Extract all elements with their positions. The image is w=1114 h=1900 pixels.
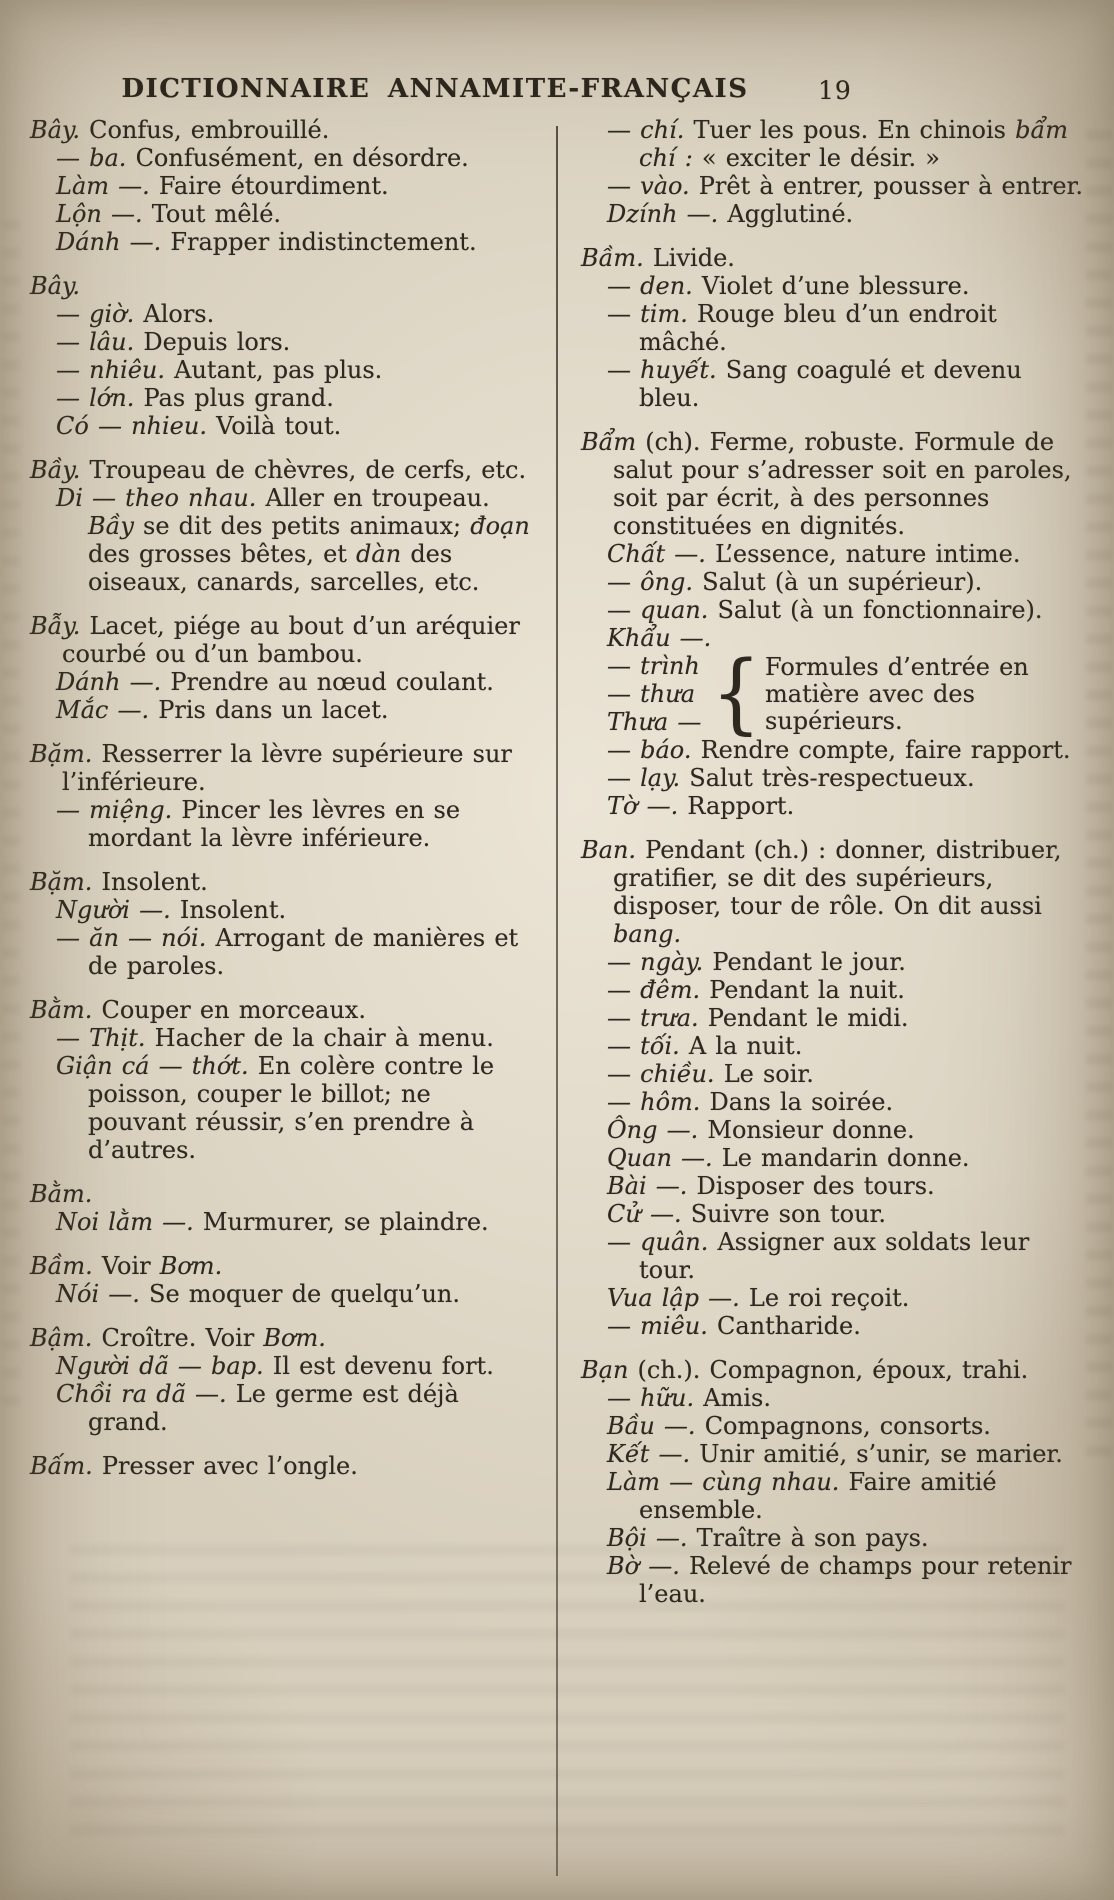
vietnamese-text: đoạn [470, 512, 530, 540]
french-text: Suivre son tour. [681, 1200, 887, 1228]
french-text: Tout mêlé. [142, 200, 282, 228]
entry-subline [56, 1208, 535, 1236]
entry-subline [607, 568, 1086, 596]
vietnamese-text: Bẫy. [30, 612, 81, 640]
entry-subline [56, 300, 535, 328]
vietnamese-text: Bấm. [30, 1452, 93, 1480]
vietnamese-text: Thưa — [607, 708, 702, 736]
vietnamese-text: Dánh —. [56, 228, 162, 256]
french-text: Traître à son pays. [687, 1524, 929, 1552]
french-text: Resserrer la lèvre supérieure sur l’inférieure. [62, 740, 512, 796]
entry-subline [56, 1380, 535, 1436]
french-text: Presser avec l’ongle. [92, 1452, 358, 1480]
french-text: Pendant le midi. [698, 1004, 909, 1032]
french-text: Pendant la nuit. [700, 976, 905, 1004]
entry-headline [581, 244, 1086, 272]
vietnamese-text: — giờ. [56, 300, 135, 328]
french-text: Insolent. [170, 896, 287, 924]
entry-subline [607, 200, 1086, 228]
entry-subline [607, 272, 1086, 300]
entry-subline [56, 796, 535, 852]
entry-subline [56, 1352, 535, 1380]
vietnamese-text: Mắc —. [56, 696, 150, 724]
french-text: Tuer les pous. En chinois [684, 116, 1016, 144]
entry-headline [30, 740, 535, 796]
french-text: A la nuit. [679, 1032, 803, 1060]
french-text: Pincer les lèvres en se mordant la lèvre inférieure. [88, 796, 461, 852]
french-text: Troupeau de chèvres, de cerfs, etc. [80, 456, 527, 484]
vietnamese-text: — thưa [607, 680, 695, 708]
vietnamese-text: — Thịt. [56, 1024, 146, 1052]
entry-subline [607, 1144, 1086, 1172]
vietnamese-text: — chí. [607, 116, 685, 144]
vietnamese-text: Người —. [56, 896, 171, 924]
entry-subline [607, 1552, 1086, 1608]
vietnamese-text: Kết —. [607, 1440, 691, 1468]
french-text: (ch). Ferme, robuste. Formule de salut pour s’adresser soit en paroles, soit par écrit, à des personnes constituées en dignités. [613, 428, 1072, 540]
page-title: DICTIONNAIRE ANNAMITE-FRANÇAIS [121, 74, 749, 104]
entry-subline [56, 356, 535, 384]
vietnamese-text: — ông. [607, 568, 694, 596]
dictionary-entry [30, 1452, 535, 1480]
vietnamese-text: — ăn — nói. [56, 924, 207, 952]
entry-subline [607, 624, 1086, 652]
vietnamese-text: dàn [356, 540, 402, 568]
french-text: Pendant le jour. [703, 948, 906, 976]
french-text: Le roi reçoit. [739, 1284, 910, 1312]
french-text: Rouge bleu d’un endroit mâché. [639, 300, 997, 356]
vietnamese-text: Di — theo nhau. [56, 484, 257, 512]
entry-subline [56, 172, 535, 200]
entry-subline [607, 976, 1086, 1004]
dictionary-entry [30, 1324, 535, 1436]
dictionary-entry [30, 1180, 535, 1236]
brace-icon: { [711, 643, 761, 745]
entry-headline [581, 428, 1086, 540]
entry-headline [30, 272, 535, 300]
column-1 [30, 116, 535, 1624]
entry-subline [607, 1284, 1086, 1312]
entry-subline [56, 200, 535, 228]
entry-headline [30, 456, 535, 484]
french-text: Il est devenu fort. [263, 1352, 494, 1380]
brace-text [765, 654, 1086, 735]
entry-subline [607, 1004, 1086, 1032]
vietnamese-text: — vào. [607, 172, 690, 200]
french-text: Alors. [134, 300, 215, 328]
french-text: Agglutiné. [718, 200, 854, 228]
french-text: Confusément, en désordre. [126, 144, 469, 172]
french-text: Unir amitié, s’unir, se marier. [690, 1440, 1063, 1468]
entry-subline [56, 1280, 535, 1308]
vietnamese-text: Nói —. [56, 1280, 140, 1308]
vietnamese-text: Quan —. [607, 1144, 713, 1172]
vietnamese-text: — trình [607, 652, 700, 680]
french-text: Confus, embrouillé. [79, 116, 330, 144]
french-text: Croître. Voir [92, 1324, 264, 1352]
french-text: Pendant (ch.) : donner, distribuer, gratifier, se dit des supérieurs, disposer, tour de rôle. On dit aussi [613, 836, 1062, 920]
brace-item [607, 680, 701, 708]
dictionary-entry [581, 1356, 1086, 1608]
vietnamese-text: Bây. [30, 116, 80, 144]
entry-subline [56, 484, 535, 596]
vietnamese-text: Bậm. [30, 1324, 93, 1352]
vietnamese-text: — quan. [607, 596, 709, 624]
vietnamese-text: Người dã — bap. [56, 1352, 264, 1380]
entry-headline [581, 836, 1086, 948]
french-text: Insolent. [92, 868, 208, 896]
french-text: des oiseaux, canards, sarcelles, etc. [88, 540, 480, 596]
french-text: En colère contre le poisson, couper le billot; ne pouvant réussir, s’en prendre à d’autres. [88, 1052, 495, 1164]
entry-subline [56, 412, 535, 440]
vietnamese-text: — ngày. [607, 948, 704, 976]
brace-group [607, 643, 1086, 745]
french-text: Rendre compte, faire rapport. [691, 736, 1071, 764]
entry-subline [56, 328, 535, 356]
vietnamese-text: — lạy. [607, 764, 681, 792]
french-text: Faire amitié ensemble. [639, 1468, 997, 1524]
vietnamese-text: Bầm. [30, 1252, 93, 1280]
vietnamese-text: — lớn. [56, 384, 135, 412]
vietnamese-text: — miệng. [56, 796, 173, 824]
french-text: Dans la soirée. [700, 1088, 894, 1116]
brace-item [607, 652, 701, 680]
entry-headline [30, 116, 535, 144]
vietnamese-text: Noi lằm —. [56, 1208, 194, 1236]
french-text: Hacher de la chair à menu. [145, 1024, 494, 1052]
french-text: Salut (à un fonctionnaire). [708, 596, 1043, 624]
brace-items [607, 652, 701, 736]
vietnamese-text: Giận cá — thớt. [56, 1052, 249, 1080]
vietnamese-text: Ban. [581, 836, 637, 864]
vietnamese-text: Dzính —. [607, 200, 719, 228]
vietnamese-text: Bầy [88, 512, 134, 540]
entry-subline [56, 384, 535, 412]
entry-subline [607, 792, 1086, 820]
french-text: Salut (à un supérieur). [693, 568, 983, 596]
dictionary-entry [581, 244, 1086, 412]
entry-headline [30, 1252, 535, 1280]
french-text: Pas plus grand. [134, 384, 334, 412]
french-text: Autant, pas plus. [165, 356, 383, 384]
entry-subline [607, 1312, 1086, 1340]
text-columns [30, 116, 1086, 1624]
french-text: Violet d’une blessure. [692, 272, 970, 300]
vietnamese-text: Bầm. [581, 244, 644, 272]
vietnamese-text: bang. [613, 920, 682, 948]
french-text: des grosses bêtes, et [88, 540, 357, 568]
dictionary-entry [581, 428, 1086, 820]
entry-subline [56, 1052, 535, 1164]
vietnamese-text: Bội —. [607, 1524, 688, 1552]
dictionary-entry [30, 456, 535, 596]
entry-subline [607, 1468, 1086, 1524]
vietnamese-text: Bạn [581, 1356, 629, 1384]
vietnamese-text: — huyết. [607, 356, 717, 384]
entry-headline [30, 868, 535, 896]
french-text: Le germe est déjà grand. [88, 1380, 459, 1436]
dictionary-entry [30, 272, 535, 440]
entry-subline [56, 1024, 535, 1052]
french-text: Lacet, piége au bout d’un aréquier courbé ou d’un bambou. [62, 612, 520, 668]
vietnamese-text: Bặm. [30, 740, 93, 768]
dictionary-entry [30, 740, 535, 852]
entry-subline [607, 764, 1086, 792]
french-text: Monsieur donne. [698, 1116, 915, 1144]
entry-subline [56, 144, 535, 172]
french-text: Faire étourdiment. [149, 172, 389, 200]
french-text: « exciter le désir. » [692, 144, 940, 172]
french-text: Compagnons, consorts. [695, 1412, 991, 1440]
french-text: Salut très-respectueux. [680, 764, 975, 792]
french-text: Pris dans un lacet. [149, 696, 389, 724]
entry-subline [607, 948, 1086, 976]
french-text: Couper en morceaux. [92, 996, 366, 1024]
vietnamese-text: Bặm. [30, 868, 93, 896]
vietnamese-text: — ba. [56, 144, 127, 172]
page-number: 19 [818, 76, 852, 105]
french-text: Le soir. [714, 1060, 814, 1088]
french-text: Amis. [694, 1384, 771, 1412]
entry-subline [607, 1384, 1086, 1412]
entry-subline [56, 668, 535, 696]
vietnamese-text: Lộn —. [56, 200, 143, 228]
entry-subline [607, 172, 1086, 200]
french-text: Frapper indistinctement. [161, 228, 477, 256]
vietnamese-text: Làm — cùng nhau. [607, 1468, 840, 1496]
vietnamese-text: bẩm chí : [639, 116, 1068, 172]
french-text: Prêt à entrer, pousser à entrer. [689, 172, 1083, 200]
entry-subline [607, 1228, 1086, 1284]
vietnamese-text: Bơm. [263, 1324, 326, 1352]
french-text: Arrogant de manières et de paroles. [88, 924, 519, 980]
vietnamese-text: — đêm. [607, 976, 701, 1004]
french-text: Voir [92, 1252, 160, 1280]
entry-headline [581, 1356, 1086, 1384]
vietnamese-text: Chồi ra dã —. [56, 1380, 227, 1408]
vietnamese-text: — hôm. [607, 1088, 701, 1116]
french-text: Prendre au nœud coulant. [161, 668, 494, 696]
entry-subline [607, 1088, 1086, 1116]
entry-subline [607, 540, 1086, 568]
vietnamese-text: Bằm. [30, 1180, 93, 1208]
vietnamese-text: Bơm. [159, 1252, 223, 1280]
entry-subline [607, 736, 1086, 764]
entry-subline [56, 696, 535, 724]
entry-subline [607, 1032, 1086, 1060]
dictionary-entry [30, 868, 535, 980]
vietnamese-text: — trưa. [607, 1004, 699, 1032]
entry-headline [30, 996, 535, 1024]
french-text: Sang coagulé et devenu bleu. [639, 356, 1022, 412]
dictionary-entry [30, 612, 535, 724]
showthrough-texture-left [2, 220, 20, 1420]
entry-subline [56, 228, 535, 256]
french-text: Relevé de champs pour retenir l’eau. [639, 1552, 1072, 1608]
entry-subline [607, 1524, 1086, 1552]
vietnamese-text: Khẩu —. [607, 624, 712, 652]
french-text: Le mandarin donne. [712, 1144, 970, 1172]
vietnamese-text: Bờ —. [607, 1552, 680, 1580]
vietnamese-text: Dánh —. [56, 668, 162, 696]
showthrough-texture-right [1086, 130, 1112, 1460]
french-text: Voilà tout. [206, 412, 342, 440]
vietnamese-text: — nhiêu. [56, 356, 166, 384]
vietnamese-text: Bầu —. [607, 1412, 696, 1440]
french-text: Murmurer, se plaindre. [193, 1208, 489, 1236]
vietnamese-text: Bây. [30, 272, 80, 300]
entry-headline [30, 1324, 535, 1352]
french-text: Disposer des tours. [687, 1172, 935, 1200]
vietnamese-text: — miêu. [607, 1312, 708, 1340]
vietnamese-text: Bẩm [581, 428, 637, 456]
entry-subline [607, 596, 1086, 624]
dictionary-entry [30, 996, 535, 1164]
entry-subline [607, 1060, 1086, 1088]
vietnamese-text: Ông —. [607, 1116, 699, 1144]
vietnamese-text: Bầy. [30, 456, 81, 484]
vietnamese-text: — tim. [607, 300, 688, 328]
french-text: Assigner aux soldats leur tour. [639, 1228, 1030, 1284]
vietnamese-text: — quân. [607, 1228, 709, 1256]
french-text: Formules d’entrée en matière avec des supérieurs. [765, 652, 1029, 735]
vietnamese-text: Tờ —. [607, 792, 679, 820]
entry-subline [607, 1116, 1086, 1144]
french-text: L’essence, nature intime. [705, 540, 1021, 568]
french-text: Aller en troupeau. [256, 484, 490, 512]
entry-headline [30, 1180, 535, 1208]
french-text: Livide. [643, 244, 735, 272]
french-text: (ch.). Compagnon, époux, trahi. [628, 1356, 1029, 1384]
entry-headline [30, 612, 535, 668]
entry-subline [607, 1440, 1086, 1468]
entry-subline [607, 116, 1086, 172]
entry-subline [56, 896, 535, 924]
entry-subline [607, 300, 1086, 356]
entry-headline [30, 1452, 535, 1480]
vietnamese-text: — den. [607, 272, 693, 300]
vietnamese-text: Chất —. [607, 540, 706, 568]
french-text: se dit des petits animaux; [133, 512, 471, 540]
vietnamese-text: Bằm. [30, 996, 93, 1024]
french-text: Cantharide. [707, 1312, 861, 1340]
dictionary-entry [581, 836, 1086, 1340]
vietnamese-text: — báo. [607, 736, 692, 764]
column-2 [581, 116, 1086, 1624]
entry-subline [607, 1172, 1086, 1200]
brace-item [607, 708, 701, 736]
vietnamese-text: Làm —. [56, 172, 150, 200]
dictionary-entry [30, 116, 535, 256]
vietnamese-text: Có — nhieu. [56, 412, 207, 440]
french-text: Se moquer de quelqu’un. [139, 1280, 461, 1308]
vietnamese-text: Bài —. [607, 1172, 688, 1200]
french-text: Rapport. [678, 792, 795, 820]
entry-subline [607, 1412, 1086, 1440]
entry-subline [607, 1200, 1086, 1228]
vietnamese-text: — hữu. [607, 1384, 695, 1412]
entry-subline [56, 924, 535, 980]
vietnamese-text: — lâu. [56, 328, 135, 356]
vietnamese-text: — chiều. [607, 1060, 715, 1088]
vietnamese-text: Cử —. [607, 1200, 682, 1228]
entry-subline [607, 356, 1086, 412]
vietnamese-text: Vua lập —. [607, 1284, 740, 1312]
vietnamese-text: — tối. [607, 1032, 680, 1060]
dictionary-entry [30, 1252, 535, 1308]
french-text: Depuis lors. [134, 328, 291, 356]
dictionary-entry [581, 116, 1086, 228]
